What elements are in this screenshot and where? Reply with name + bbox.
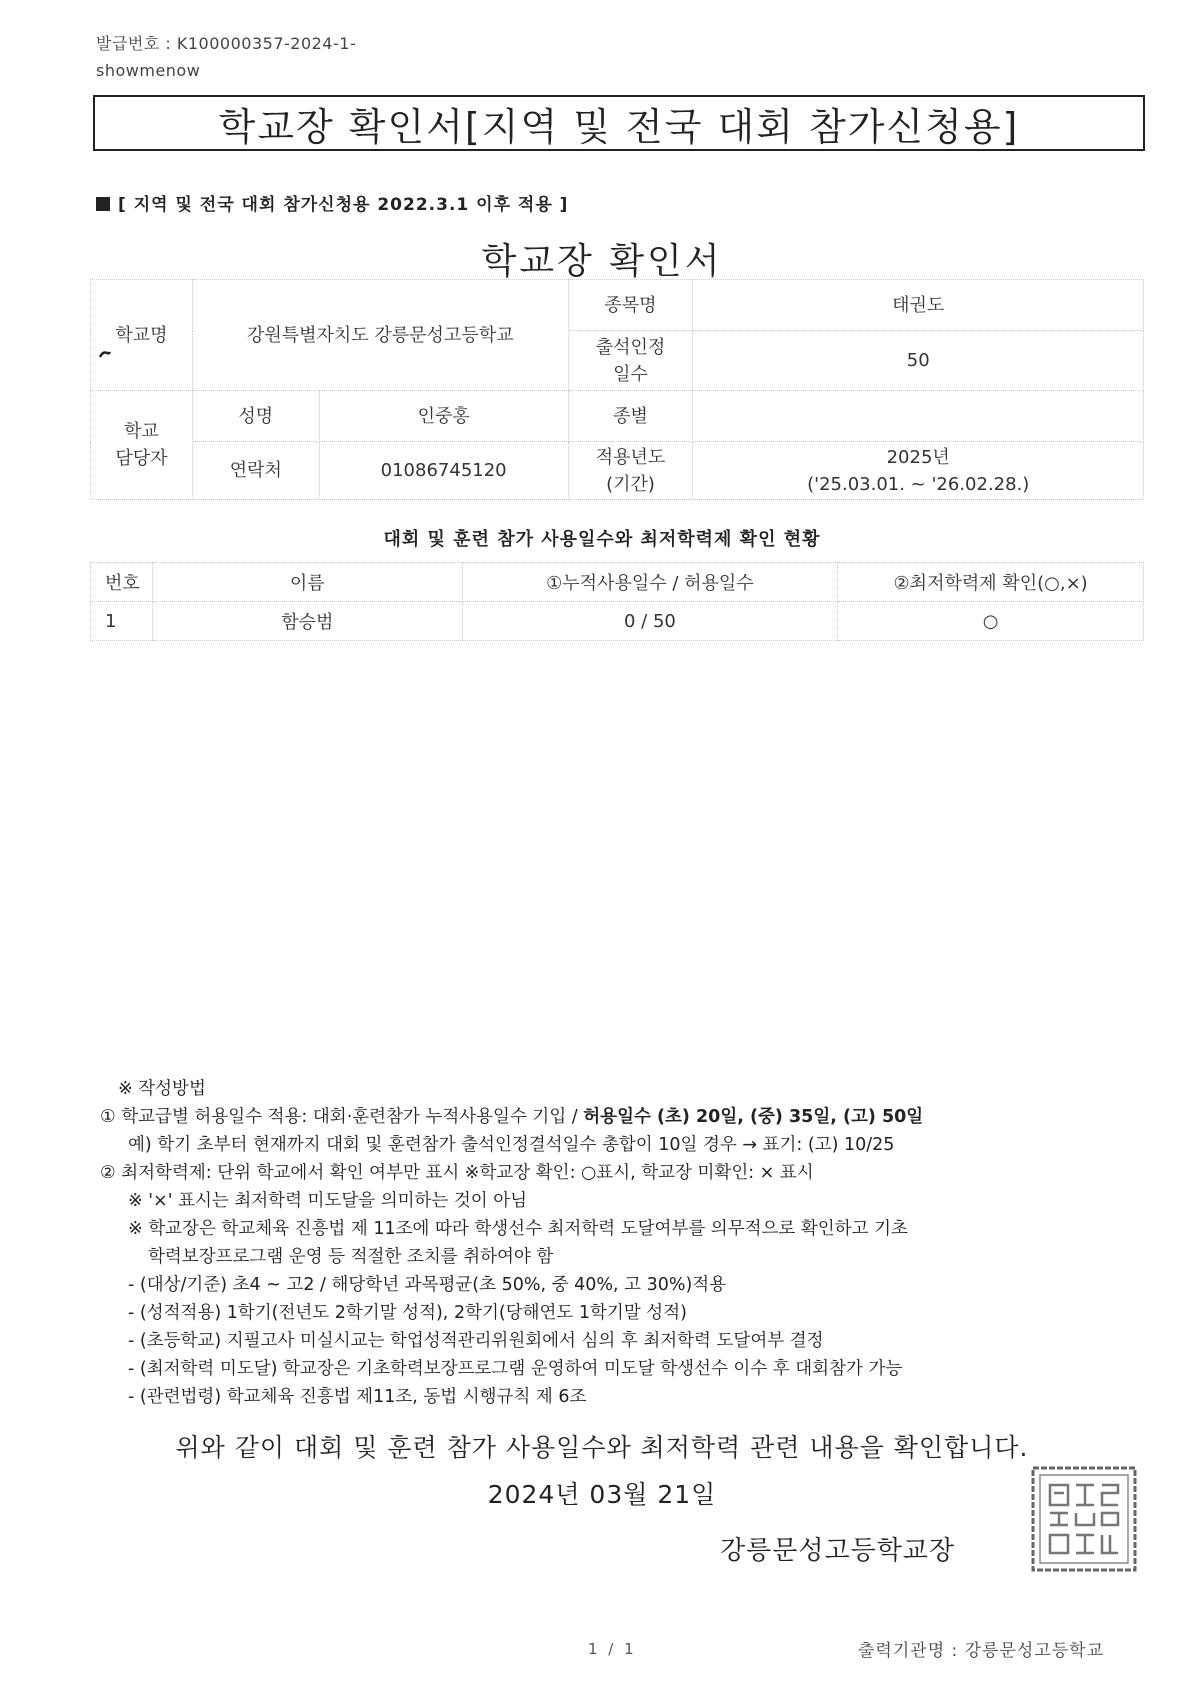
principal-signature: 강릉문성고등학교장 [720, 1536, 956, 1566]
section-title: 대회 및 훈련 참가 사용일수와 최저학력제 확인 현황 [383, 529, 821, 550]
manager-name-value: 인중홍 [319, 391, 568, 442]
contact-value: 01086745120 [319, 442, 568, 500]
issue-number: 발급번호 : K100000357-2024-1- [96, 34, 357, 53]
table-header-row [91, 563, 1144, 602]
apply-year-value: 2025년 ('25.03.01. ~ '26.02.28.) [693, 442, 1144, 500]
detail-1: - (대상/기준) 초4 ~ 고2 / 해당학년 과목평균(초 50%, 중 40%, 고 30%)적용 [128, 1275, 727, 1295]
page-number: 1 / 1 [588, 1640, 637, 1658]
apply-year-label: 적용년도 (기간) [568, 442, 693, 500]
issue-date: 2024년 03월 21일 [487, 1480, 717, 1509]
main-title: 학교장 확인서[지역 및 전국 대회 참가신청용] [218, 104, 1020, 149]
school-info-table [90, 279, 1144, 500]
header-academic-check: ②최저학력제 확인(○,×) [838, 563, 1144, 602]
subheading [96, 190, 568, 215]
student-table [90, 562, 1144, 641]
row-name: 함승범 [152, 602, 462, 641]
row-number: 1 [91, 602, 153, 641]
note-2: ② 최저학력제: 단위 학교에서 확인 여부만 표시 ※학교장 확인: ○표시, 학교장 미확인: × 표시 [100, 1163, 814, 1183]
main-title-box [93, 95, 1145, 151]
note-2-b: ※ 학교장은 학교체육 진흥법 제 11조에 따라 학생선수 최저학력 도달여부를 의무적으로 확인하고 기초 [128, 1219, 908, 1239]
sport-value: 태권도 [693, 280, 1144, 331]
manager-label: 학교 담당자 [91, 391, 193, 500]
sport-label: 종목명 [568, 280, 693, 331]
document-title: 학교장 확인서 [481, 241, 723, 282]
issue-number-suffix: showmenow [96, 61, 201, 80]
header-name: 이름 [152, 563, 462, 602]
note-2-a: ※ '×' 표시는 최저학력 미도달을 의미하는 것이 아님 [128, 1191, 528, 1211]
note-1-example: 예) 학기 초부터 현재까지 대회 및 훈련참가 출석인정결석일수 총합이 10일 경우 → 표기: (고) 10/25 [128, 1135, 895, 1155]
official-seal-icon [1030, 1465, 1138, 1573]
row-check: ○ [838, 602, 1144, 641]
issue-number-block [96, 30, 356, 84]
school-name-value: 강원특별자치도 강릉문성고등학교 [192, 280, 568, 391]
header-number: 번호 [91, 563, 153, 602]
note-2-b-cont: 학력보장프로그램 운영 등 적절한 조치를 취하여야 함 [148, 1247, 554, 1267]
note-1: ① 학교급별 허용일수 적용: 대회·훈련참가 누적사용일수 기입 / 허용일수 (초) 20일, (중) 35일, (고) 50일 [100, 1107, 924, 1127]
category-label: 종별 [568, 391, 693, 442]
row-days: 0 / 50 [462, 602, 838, 641]
manager-name-label: 성명 [192, 391, 319, 442]
attendance-days-label: 출석인정 일수 [568, 331, 693, 391]
writing-instructions [100, 1075, 923, 1411]
detail-3: - (초등학교) 지필고사 미실시교는 학업성적관리위원회에서 심의 후 최저학력 도달여부 결정 [128, 1331, 824, 1351]
detail-4: - (최저학력 미도달) 학교장은 기초학력보장프로그램 운영하여 미도달 학생선수 이수 후 대회참가 가능 [128, 1359, 903, 1379]
category-value [693, 391, 1144, 442]
subheading-text: [ 지역 및 전국 대회 참가신청용 2022.3.1 이후 적용 ] [118, 195, 569, 215]
attendance-days-value: 50 [693, 331, 1144, 391]
contact-label: 연락처 [192, 442, 319, 500]
detail-2: - (성적적용) 1학기(전년도 2학기말 성적), 2학기(당해연도 1학기말 성적) [128, 1303, 687, 1323]
confirmation-statement: 위와 같이 대회 및 훈련 참가 사용일수와 최저학력 관련 내용을 확인합니다. [175, 1433, 1029, 1462]
table-row [91, 602, 1144, 641]
header-days: ①누적사용일수 / 허용일수 [462, 563, 838, 602]
school-name-label: 학교명 [91, 280, 193, 391]
square-bullet-icon [96, 197, 110, 211]
print-organization: 출력기관명 : 강릉문성고등학교 [858, 1641, 1105, 1661]
detail-5: - (관련법령) 학교체육 진흥법 제11조, 동법 시행규칙 제 6조 [128, 1387, 587, 1407]
notes-title: ※ 작성방법 [118, 1079, 206, 1099]
